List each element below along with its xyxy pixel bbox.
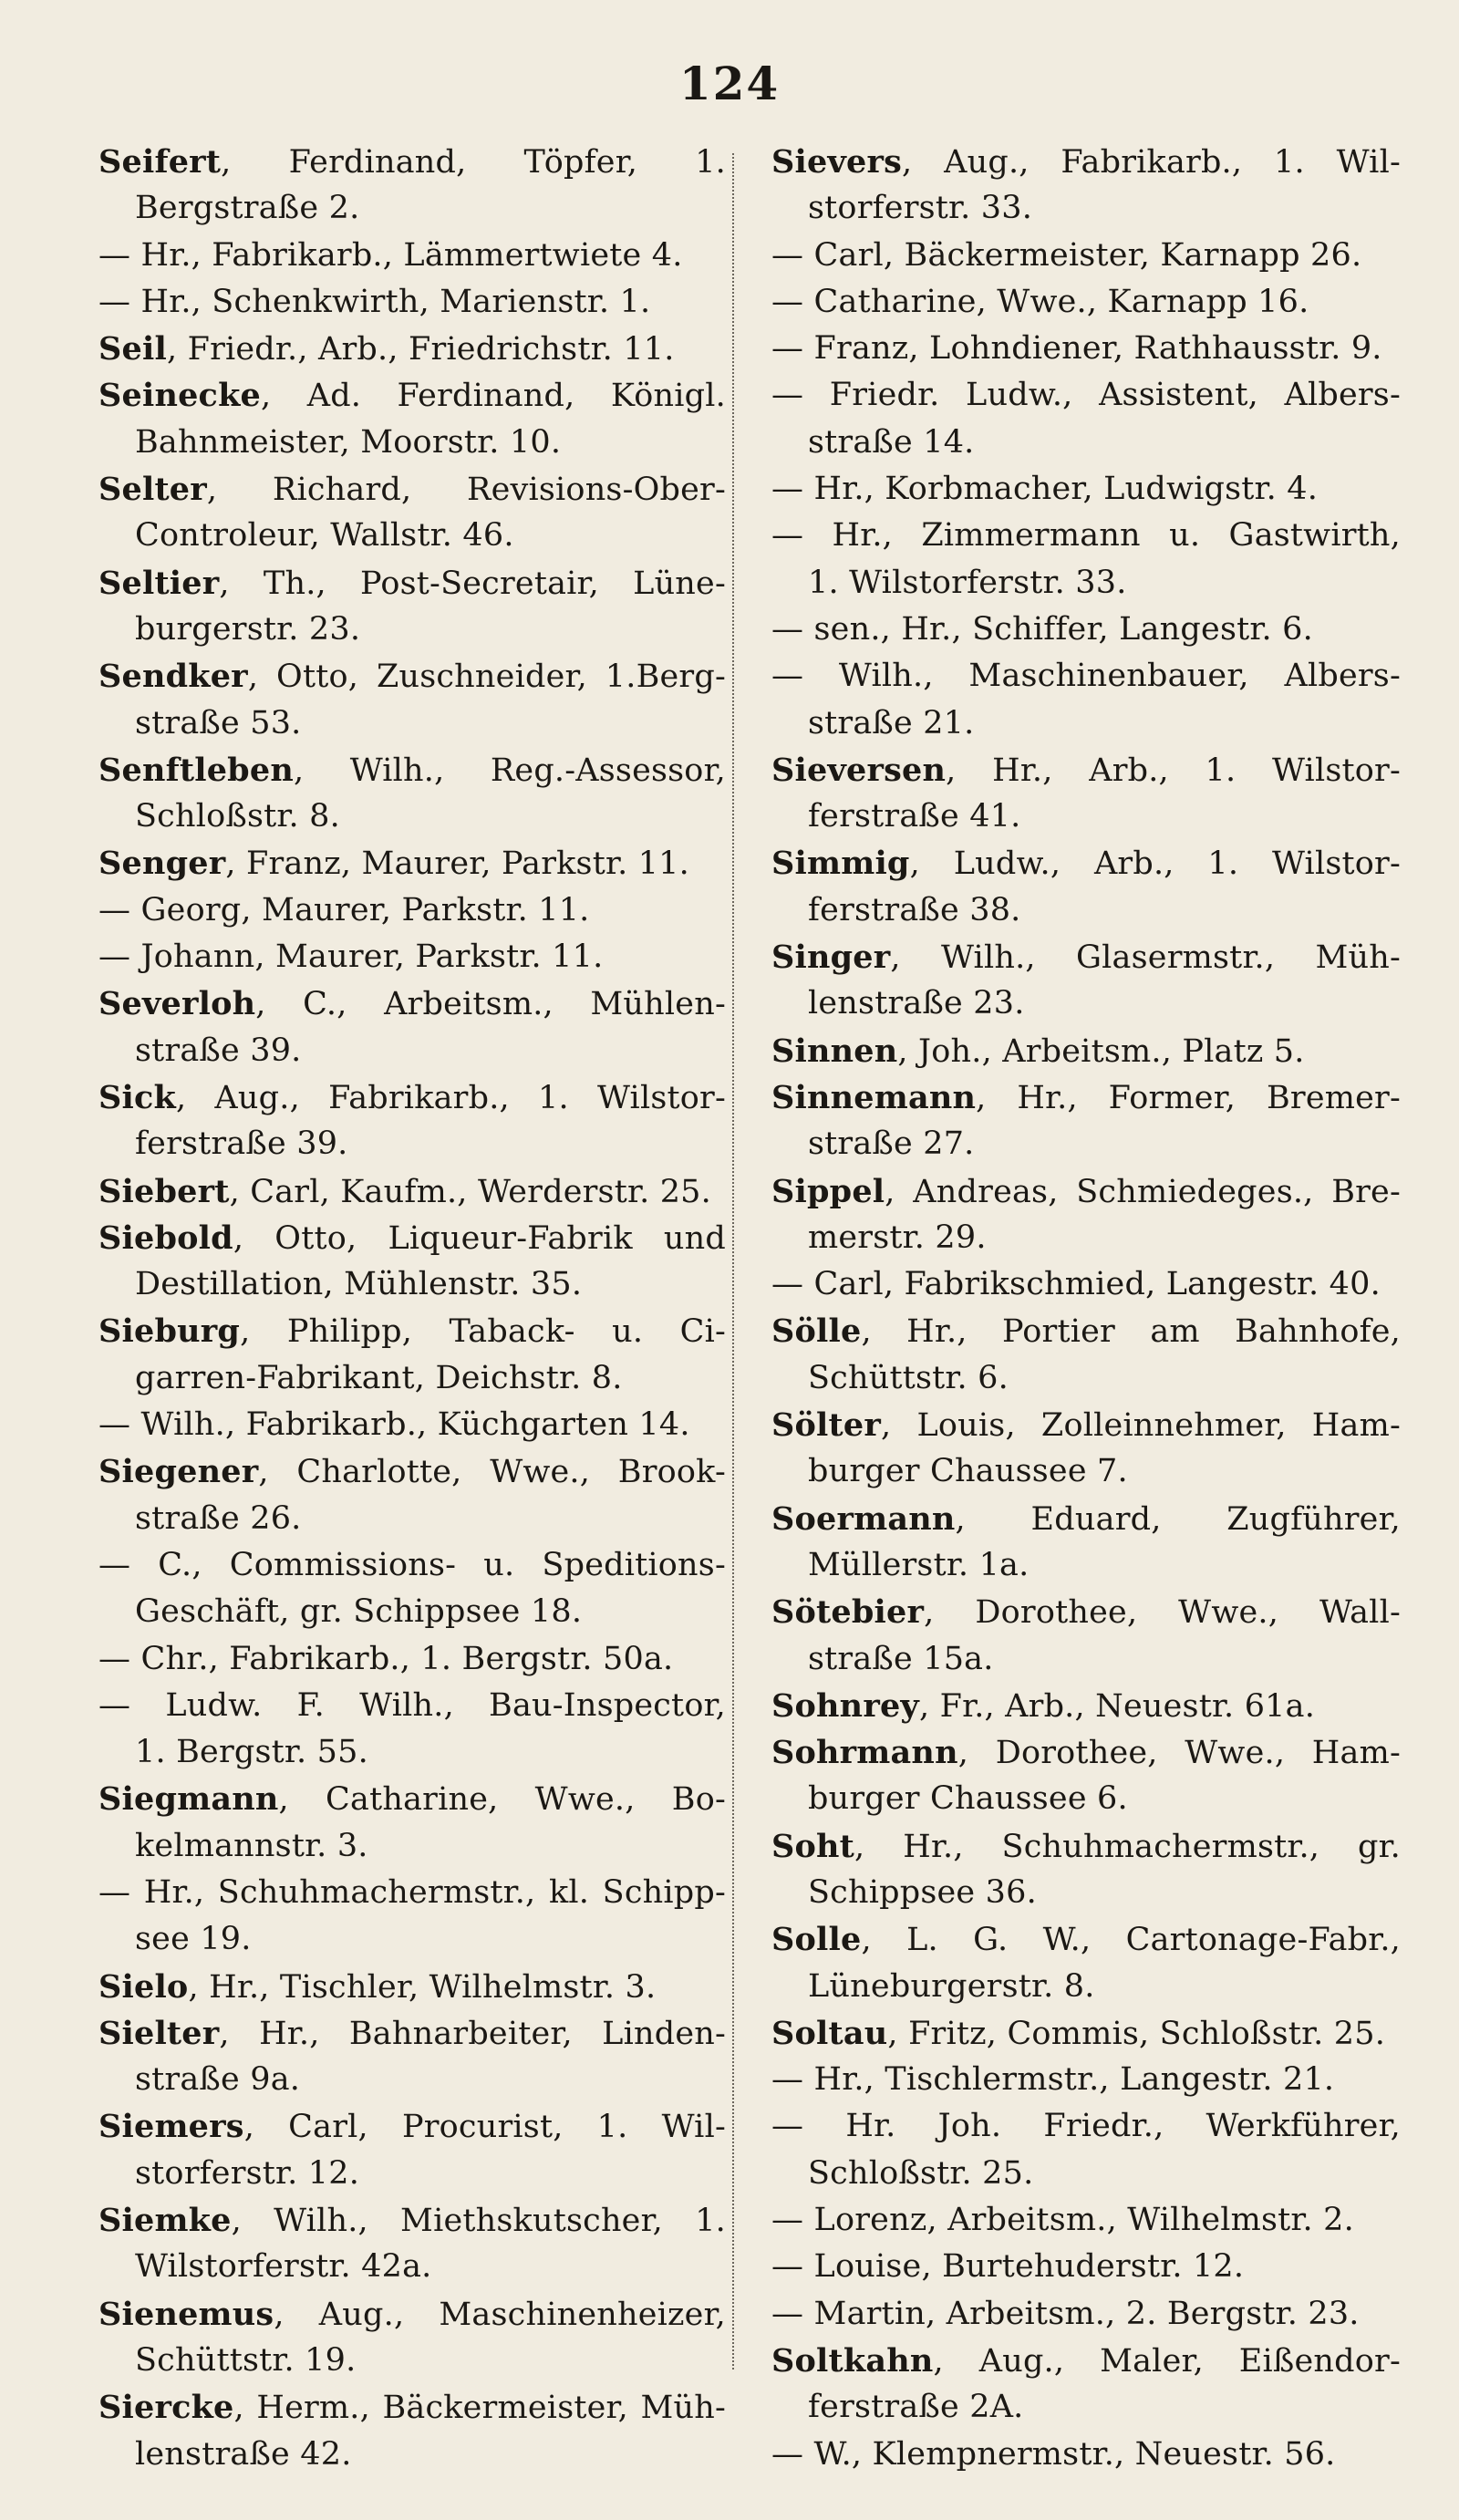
- surname: Siebold: [98, 1219, 233, 1257]
- directory-entry-line: — Wilh., Maschinenbauer, Albers-: [771, 658, 1401, 695]
- directory-line-continuation: storferstr. 12.: [135, 2154, 360, 2192]
- entry-details: , Carl, Kaufm., Werderstr. 25.: [229, 1173, 711, 1210]
- directory-line-continuation: straße 15a.: [808, 1640, 994, 1677]
- surname: Soltau: [771, 2014, 888, 2052]
- entry-details: , Charlotte, Wwe., Brook-: [258, 1454, 726, 1491]
- surname: Siebert: [98, 1172, 230, 1210]
- directory-line-continuation: Geschäft, gr. Schippsee 18.: [135, 1593, 583, 1631]
- directory-entry-line: [98, 1074, 726, 1121]
- directory-entry-line: — Hr., Schenkwirth, Marienstr. 1.: [98, 283, 651, 320]
- surname: Sievers: [771, 143, 902, 181]
- directory-entry-line: — Hr., Tischlermstr., Langestr. 21.: [771, 2061, 1335, 2099]
- surname: Seinecke: [98, 377, 261, 415]
- directory-line-continuation: straße 26.: [135, 1499, 302, 1537]
- entry-details: , Ad. Ferdinand, Königl.: [260, 378, 726, 415]
- entry-details: , Philipp, Taback- u. Ci-: [240, 1313, 726, 1351]
- surname: Sieversen: [771, 751, 947, 789]
- directory-entry-line: [771, 934, 1401, 980]
- surname: Sölle: [771, 1312, 862, 1351]
- directory-line-continuation: ferstraße 38.: [808, 891, 1021, 928]
- entry-details: , Otto, Liqueur-Fabrik und: [233, 1219, 726, 1257]
- directory-entry-line: [98, 980, 726, 1027]
- directory-line-continuation: straße 39.: [135, 1032, 302, 1069]
- directory-entry-line: — Georg, Maurer, Parkstr. 11.: [98, 891, 590, 928]
- entry-details: , Hr., Portier am Bahnhofe,: [861, 1313, 1401, 1351]
- surname: Sippel: [771, 1172, 885, 1210]
- surname: Sötebier: [771, 1593, 925, 1632]
- directory-entry-line: [771, 1496, 1401, 1542]
- directory-entry-line: — Johann, Maurer, Parkstr. 11.: [98, 939, 604, 976]
- directory-line-continuation: Bergstraße 2.: [135, 190, 360, 227]
- directory-entry-line: [98, 1448, 726, 1495]
- surname: Simmig: [771, 845, 910, 883]
- entry-details: , Hr., Former, Bremer-: [976, 1079, 1401, 1116]
- entry-details: , Aug., Fabrikarb., 1. Wil-: [902, 144, 1401, 181]
- surname: Sienemus: [98, 2295, 274, 2333]
- entry-details: , Ludw., Arb., 1. Wilstor-: [909, 845, 1401, 883]
- surname: Seifert: [98, 143, 222, 181]
- directory-line-continuation: burger Chaussee 7.: [808, 1453, 1128, 1490]
- surname: Sinnen: [771, 1032, 898, 1070]
- directory-entry-line: [98, 2291, 726, 2338]
- entry-details: , Catharine, Wwe., Bo-: [278, 1781, 726, 1819]
- directory-line-continuation: 1. Bergstr. 55.: [135, 1734, 368, 1771]
- directory-entry-line: [771, 1823, 1401, 1870]
- directory-entry-line: — W., Klempnermstr., Neuestr. 56.: [771, 2435, 1336, 2473]
- directory-entry-line: [98, 139, 726, 185]
- entry-details: , Andreas, Schmiedeges., Bre-: [885, 1173, 1401, 1210]
- directory-entry-line: [771, 1589, 1401, 1635]
- directory-line-continuation: Schloßstr. 25.: [808, 2154, 1034, 2192]
- surname: Sielter: [98, 2014, 220, 2052]
- directory-line-continuation: lenstraße 23.: [808, 985, 1025, 1022]
- directory-line-continuation: Controleur, Wallstr. 46.: [135, 517, 514, 555]
- directory-line-continuation: Schüttstr. 6.: [808, 1359, 1009, 1396]
- directory-entry-line: [98, 840, 726, 887]
- entry-details: , Dorothee, Wwe., Wall-: [924, 1594, 1401, 1632]
- entry-details: , Wilh., Reg.-Assessor,: [293, 752, 726, 789]
- directory-entry-line: [98, 1964, 726, 2010]
- directory-line-continuation: Müllerstr. 1a.: [808, 1546, 1030, 1583]
- surname: Sohnrey: [771, 1686, 919, 1725]
- page-number: 124: [678, 57, 781, 110]
- entry-details: , Hr., Schuhmachermstr., gr.: [854, 1828, 1401, 1865]
- entry-details: , Herm., Bäckermeister, Müh-: [233, 2390, 726, 2427]
- directory-entry-line: [771, 1074, 1401, 1121]
- entry-details: , Hr., Tischler, Wilhelmstr. 3.: [188, 1968, 657, 2006]
- right-column: [771, 139, 1401, 2478]
- entry-details: , Aug., Fabrikarb., 1. Wilstor-: [175, 1079, 726, 1116]
- directory-line-continuation: Schippsee 36.: [808, 1873, 1037, 1911]
- surname: Siemke: [98, 2202, 232, 2240]
- directory-entry-line: — Hr., Korbmacher, Ludwigstr. 4.: [771, 471, 1319, 508]
- directory-line-continuation: garren-Fabrikant, Deichstr. 8.: [135, 1359, 623, 1396]
- directory-entry-line: [771, 747, 1401, 793]
- directory-entry-line: — Chr., Fabrikarb., 1. Bergstr. 50a.: [98, 1640, 674, 1677]
- directory-line-continuation: ferstraße 39.: [135, 1125, 348, 1163]
- directory-entry-line: [98, 372, 726, 419]
- surname: Sick: [98, 1078, 176, 1116]
- entry-details: , Aug., Maschinenheizer,: [274, 2296, 726, 2333]
- directory-entry-line: — Wilh., Fabrikarb., Küchgarten 14.: [98, 1406, 690, 1444]
- directory-entry-line: [771, 2010, 1401, 2057]
- surname: Solle: [771, 1921, 862, 1959]
- entry-details: , Wilh., Miethskutscher, 1.: [231, 2203, 726, 2240]
- directory-entry-line: — Carl, Fabrikschmied, Langestr. 40.: [771, 1266, 1381, 1303]
- entry-details: , Aug., Maler, Eißendor-: [933, 2342, 1401, 2380]
- entry-details: , Hr., Arb., 1. Wilstor-: [946, 752, 1401, 789]
- directory-line-continuation: Lüneburgerstr. 8.: [808, 1967, 1095, 2005]
- directory-line-continuation: ferstraße 41.: [808, 798, 1021, 835]
- surname: Sendker: [98, 658, 248, 696]
- surname: Sielo: [98, 1967, 189, 2006]
- surname: Soltkahn: [771, 2341, 934, 2380]
- directory-entry-line: — Lorenz, Arbeitsm., Wilhelmstr. 2.: [771, 2202, 1354, 2239]
- directory-entry-line: — Ludw. F. Wilh., Bau-Inspector,: [98, 1686, 726, 1724]
- directory-entry-line: [98, 1776, 726, 1822]
- directory-line-continuation: straße 14.: [808, 423, 975, 461]
- entry-details: , Joh., Arbeitsm., Platz 5.: [897, 1032, 1305, 1070]
- directory-entry-line: [98, 2384, 726, 2431]
- directory-entry-line: — C., Commissions- u. Speditions-: [98, 1546, 726, 1583]
- surname: Seil: [98, 330, 167, 368]
- directory-entry-line: — Catharine, Wwe., Karnapp 16.: [771, 283, 1309, 320]
- surname: Siercke: [98, 2389, 234, 2427]
- directory-entry-line: [771, 1308, 1401, 1354]
- directory-entry-line: — Friedr. Ludw., Assistent, Albers-: [771, 377, 1401, 414]
- directory-entry-line: [771, 1168, 1401, 1215]
- directory-entry-line: [98, 2010, 726, 2057]
- directory-line-continuation: burger Chaussee 6.: [808, 1780, 1128, 1818]
- directory-line-continuation: straße 21.: [808, 704, 975, 741]
- directory-entry-line: — Hr., Zimmermann u. Gastwirth,: [771, 517, 1401, 555]
- directory-entry-line: [771, 139, 1401, 185]
- directory-line-continuation: storferstr. 33.: [808, 190, 1033, 227]
- directory-entry-line: [98, 326, 726, 372]
- directory-line-continuation: see 19.: [135, 1921, 252, 1958]
- directory-line-continuation: kelmannstr. 3.: [135, 1827, 368, 1864]
- entry-details: , Fr., Arb., Neuestr. 61a.: [918, 1687, 1316, 1725]
- directory-line-continuation: straße 53.: [135, 704, 302, 741]
- directory-line-continuation: ferstraße 2A.: [808, 2389, 1024, 2426]
- entry-details: , C., Arbeitsm., Mühlen-: [255, 986, 726, 1023]
- directory-entry-line: [98, 747, 726, 793]
- directory-line-continuation: Bahnmeister, Moorstr. 10.: [135, 423, 562, 461]
- directory-entry-line: [98, 653, 726, 700]
- entry-details: , Franz, Maurer, Parkstr. 11.: [225, 845, 689, 883]
- left-column: [98, 139, 726, 2478]
- surname: Sieburg: [98, 1312, 241, 1351]
- directory-entry-line: [98, 1168, 726, 1215]
- surname: Soht: [771, 1827, 855, 1865]
- directory-entry-line: — sen., Hr., Schiffer, Langestr. 6.: [771, 610, 1313, 648]
- directory-entry-line: [771, 840, 1401, 887]
- directory-line-continuation: Destillation, Mühlenstr. 35.: [135, 1266, 583, 1303]
- directory-entry-line: [771, 1028, 1401, 1074]
- surname: Selter: [98, 471, 207, 509]
- entry-details: , Wilh., Glasermstr., Müh-: [890, 939, 1401, 977]
- surname: Sölter: [771, 1406, 881, 1445]
- directory-line-continuation: 1. Wilstorferstr. 33.: [808, 564, 1127, 601]
- directory-entry-line: — Hr., Fabrikarb., Lämmertwiete 4.: [98, 236, 683, 274]
- entry-details: , Eduard, Zugführer,: [955, 1500, 1401, 1538]
- surname: Senftleben: [98, 751, 294, 789]
- directory-entry-line: [98, 466, 726, 513]
- entry-details: , Ferdinand, Töpfer, 1.: [221, 144, 726, 181]
- directory-entry-line: [771, 1683, 1401, 1729]
- directory-entry-line: [771, 1402, 1401, 1448]
- directory-entry-line: [98, 560, 726, 607]
- directory-entry-line: [98, 1215, 726, 1261]
- directory-entry-line: [771, 2338, 1401, 2384]
- surname: Senger: [98, 845, 226, 883]
- directory-line-continuation: Schüttstr. 19.: [135, 2341, 357, 2379]
- surname: Soermann: [771, 1499, 956, 1538]
- directory-entry-line: — Hr. Joh. Friedr., Werkführer,: [771, 2108, 1401, 2145]
- directory-line-continuation: merstr. 29.: [808, 1219, 987, 1256]
- entry-details: , Fritz, Commis, Schloßstr. 25.: [887, 2015, 1386, 2052]
- entry-details: , Richard, Revisions-Ober-: [206, 472, 726, 509]
- surname: Seltier: [98, 564, 220, 602]
- directory-entry-line: — Martin, Arbeitsm., 2. Bergstr. 23.: [771, 2295, 1360, 2332]
- surname: Singer: [771, 939, 891, 977]
- directory-entry-line: — Franz, Lohndiener, Rathhausstr. 9.: [771, 330, 1382, 368]
- surname: Severloh: [98, 985, 256, 1023]
- directory-entry-line: [98, 2197, 726, 2244]
- directory-entry-line: [98, 2103, 726, 2150]
- directory-entry-line: [98, 1308, 726, 1354]
- surname: Sinnemann: [771, 1078, 977, 1116]
- directory-entry-line: — Louise, Burtehuderstr. 12.: [771, 2248, 1245, 2286]
- surname: Siegmann: [98, 1780, 279, 1819]
- entry-details: , Otto, Zuschneider, 1.Berg-: [247, 659, 726, 696]
- directory-line-continuation: burgerstr. 23.: [135, 610, 361, 648]
- entry-details: , Carl, Procurist, 1. Wil-: [243, 2109, 726, 2146]
- directory-line-continuation: Wilstorferstr. 42a.: [135, 2248, 432, 2286]
- directory-line-continuation: straße 27.: [808, 1125, 975, 1163]
- directory-entry-line: — Hr., Schuhmachermstr., kl. Schipp-: [98, 1873, 726, 1911]
- surname: Siegener: [98, 1453, 259, 1491]
- directory-line-continuation: lenstraße 42.: [135, 2435, 352, 2473]
- entry-details: , L. G. W., Cartonage-Fabr.,: [861, 1922, 1401, 1959]
- directory-entry-line: [771, 1729, 1401, 1776]
- directory-entry-line: [771, 1916, 1401, 1963]
- entry-details: , Dorothee, Wwe., Ham-: [957, 1735, 1401, 1772]
- directory-line-continuation: straße 9a.: [135, 2061, 301, 2099]
- entry-details: , Hr., Bahnarbeiter, Linden-: [219, 2015, 726, 2052]
- surname: Siemers: [98, 2108, 244, 2146]
- directory-entry-line: — Carl, Bäckermeister, Karnapp 26.: [771, 236, 1362, 274]
- entry-details: , Louis, Zolleinnehmer, Ham-: [881, 1407, 1401, 1445]
- column-divider: [732, 153, 734, 2370]
- surname: Sohrmann: [771, 1734, 958, 1772]
- directory-line-continuation: Schloßstr. 8.: [135, 798, 340, 835]
- entry-details: , Friedr., Arb., Friedrichstr. 11.: [166, 331, 675, 368]
- entry-details: , Th., Post-Secretair, Lüne-: [219, 565, 726, 602]
